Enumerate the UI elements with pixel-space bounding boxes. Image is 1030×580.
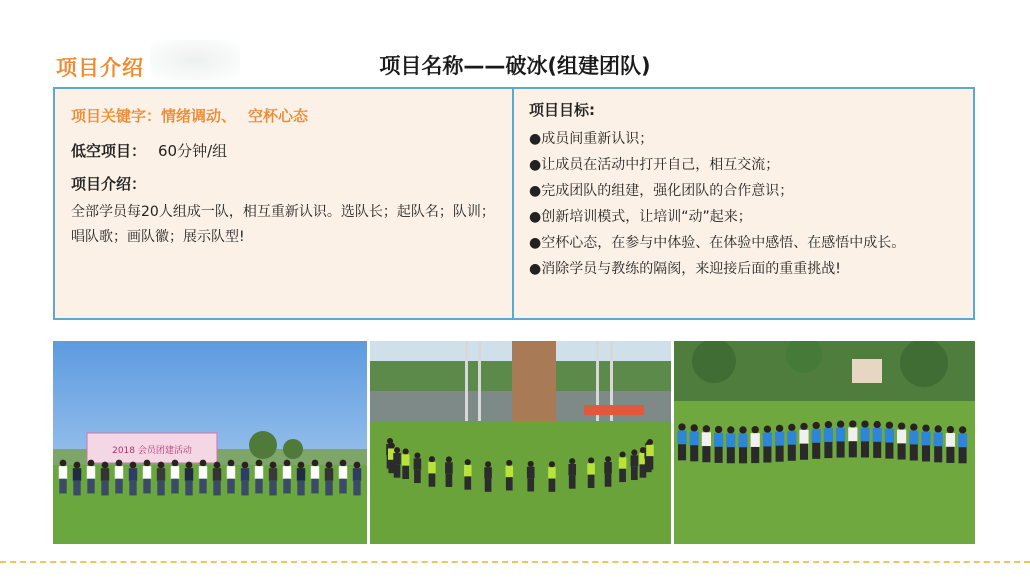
goal-item: ●空杯心态，在参与中体验、在体验中感悟、在感悟中成长。 xyxy=(529,235,906,251)
project-details xyxy=(71,105,501,250)
photo-team-circle xyxy=(370,341,671,544)
keywords-label: 项目关键字：情绪调动、 xyxy=(71,107,237,125)
low-air-value: 60分钟/组 xyxy=(158,142,228,160)
banner-text: 2018 会员团建活动 xyxy=(112,446,192,456)
project-goals xyxy=(529,99,969,282)
photo-team-ring xyxy=(674,341,975,544)
low-air-line xyxy=(71,140,501,161)
photo-team-line xyxy=(53,341,367,544)
goals-heading: 项目目标: xyxy=(529,101,595,119)
low-air-label: 低空项目： xyxy=(71,142,147,160)
intro-text: 全部学员每20人组成一队，相互重新认识。选队长；起队名；队训；唱队歌；画队徽；展示队型! xyxy=(71,204,495,245)
intro-heading: 项目介绍： xyxy=(71,175,147,193)
goal-item: ●让成员在活动中打开自己，相互交流； xyxy=(529,157,780,173)
keywords-value: 空杯心态 xyxy=(248,107,309,125)
section-label: 项目介绍 xyxy=(56,56,144,80)
column-divider xyxy=(512,89,514,318)
photo-strip xyxy=(53,341,975,544)
goals-list xyxy=(529,126,969,282)
goal-item: ●完成团队的组建，强化团队的合作意识； xyxy=(529,183,794,199)
goal-item: ●成员间重新认识； xyxy=(529,131,654,147)
goal-item: ●消除学员与教练的隔阂，来迎接后面的重重挑战! xyxy=(529,261,841,277)
page-title: 项目名称——破冰(组建团队) xyxy=(379,54,651,78)
keywords-line xyxy=(71,105,501,126)
footer-dashed-rule xyxy=(0,561,1030,563)
info-panel xyxy=(53,87,975,320)
goal-item: ●创新培训模式，让培训“动”起来； xyxy=(529,209,752,225)
